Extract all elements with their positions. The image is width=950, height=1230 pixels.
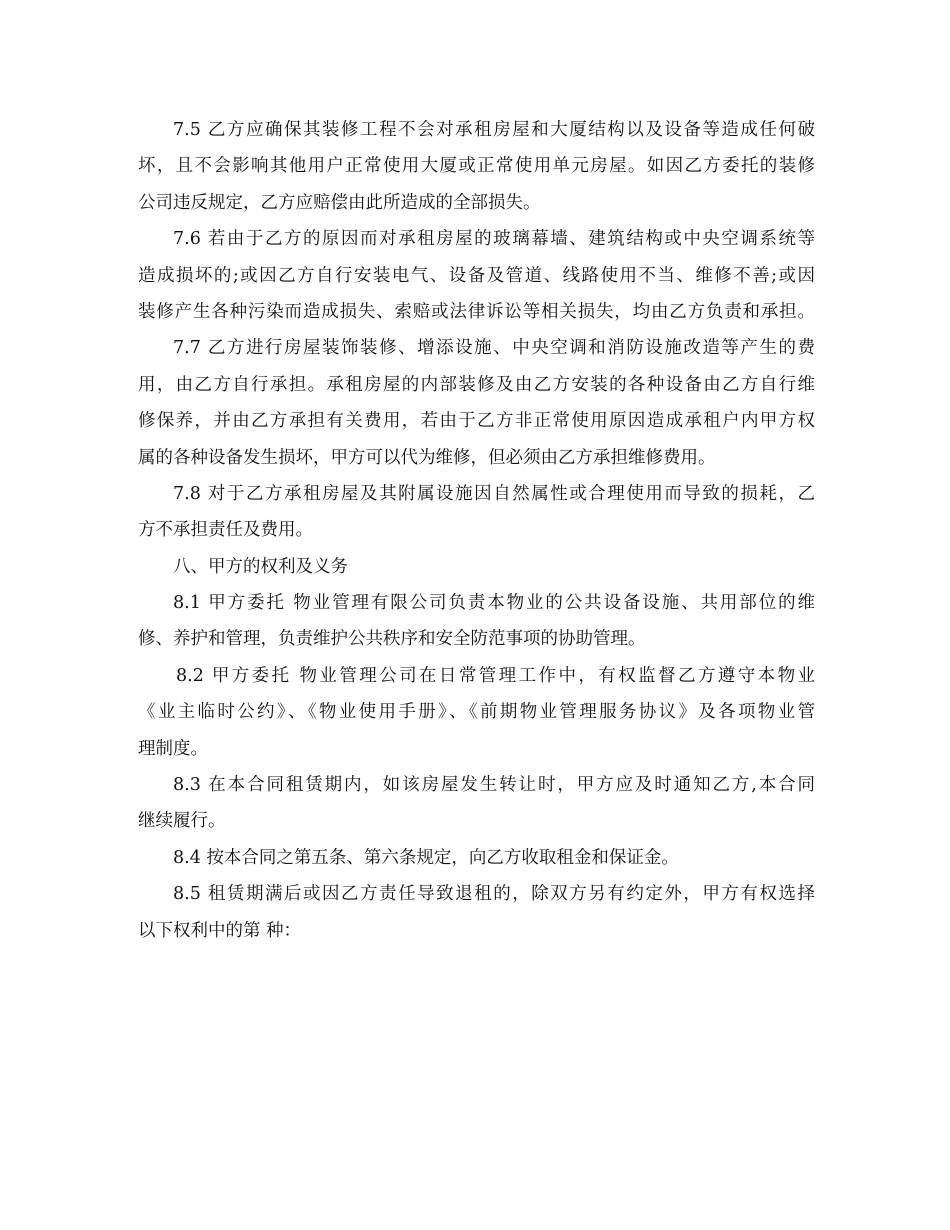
document-page — [138, 112, 815, 949]
text-line: 以下权利中的第 种： — [138, 920, 302, 941]
text-line: 7.7 乙方进行房屋装饰装修、增添设施、中央空调和消防设施改造等产生的费 — [173, 338, 815, 359]
text-line: 修、养护和管理，负责维护公共秩序和安全防范事项的协助管理。 — [138, 629, 646, 650]
text-line: 8.5 租赁期满后或因乙方责任导致退租的，除双方另有约定外，甲方有权选择 — [173, 884, 815, 905]
clause-8-1 — [138, 585, 815, 658]
text-line: 方不承担责任及费用。 — [138, 520, 313, 541]
clause-7-5 — [138, 112, 815, 221]
text-line: 8.1 甲方委托 物业管理有限公司负责本物业的公共设备设施、共用部位的维 — [173, 593, 815, 614]
text-line: 理制度。 — [138, 738, 208, 759]
text-line: 用，由乙方自行承担。承租房屋的内部装修及由乙方安装的各种设备由乙方自行维 — [138, 374, 815, 395]
text-line: 7.6 若由于乙方的原因而对承租房屋的玻璃幕墙、建筑结构或中央空调系统等 — [173, 229, 815, 250]
section-8-heading — [138, 549, 815, 585]
text-line: 造成损坏的;或因乙方自行安装电气、设备及管道、线路使用不当、维修不善;或因 — [138, 265, 815, 286]
clause-7-8 — [138, 476, 815, 549]
text-line: 继续履行。 — [138, 811, 226, 832]
text-line: 公司违反规定，乙方应赔偿由此所造成的全部损失。 — [138, 192, 541, 213]
text-line: 8.2 甲方委托 物业管理公司在日常管理工作中，有权监督乙方遵守本物业 — [176, 665, 815, 686]
clause-8-5 — [138, 876, 815, 949]
text-line: 坏，且不会影响其他用户正常使用大厦或正常使用单元房屋。如因乙方委托的装修 — [138, 156, 815, 177]
text-line: 《业主临时公约》、《物业使用手册》、《前期物业管理服务协议》及各项物业管 — [138, 702, 815, 723]
text-line: 属的各种设备发生损坏，甲方可以代为维修，但必须由乙方承担维修费用。 — [138, 447, 716, 468]
text-line: 7.5 乙方应确保其装修工程不会对承租房屋和大厦结构以及设备等造成任何破 — [173, 120, 815, 140]
text-line: 装修产生各种污染而造成损失、索赔或法律诉讼等相关损失，均由乙方负责和承担。 — [138, 301, 815, 322]
text-line: 8.4 按本合同之第五条、第六条规定，向乙方收取租金和保证金。 — [173, 847, 679, 868]
clause-7-6 — [138, 221, 815, 330]
clause-7-7 — [138, 330, 815, 476]
text-line: 8.3 在本合同租赁期内，如该房屋发生转让时，甲方应及时通知乙方,本合同 — [173, 775, 815, 796]
clause-8-4 — [138, 840, 815, 876]
clause-8-2 — [138, 658, 815, 767]
text-line: 修保养，并由乙方承担有关费用，若由于乙方非正常使用原因造成承租户内甲方权 — [138, 411, 815, 432]
section-heading: 八、甲方的权利及义务 — [173, 556, 348, 577]
clause-8-3 — [138, 767, 815, 840]
text-line: 7.8 对于乙方承租房屋及其附属设施因自然属性或合理使用而导致的损耗，乙 — [173, 483, 815, 504]
